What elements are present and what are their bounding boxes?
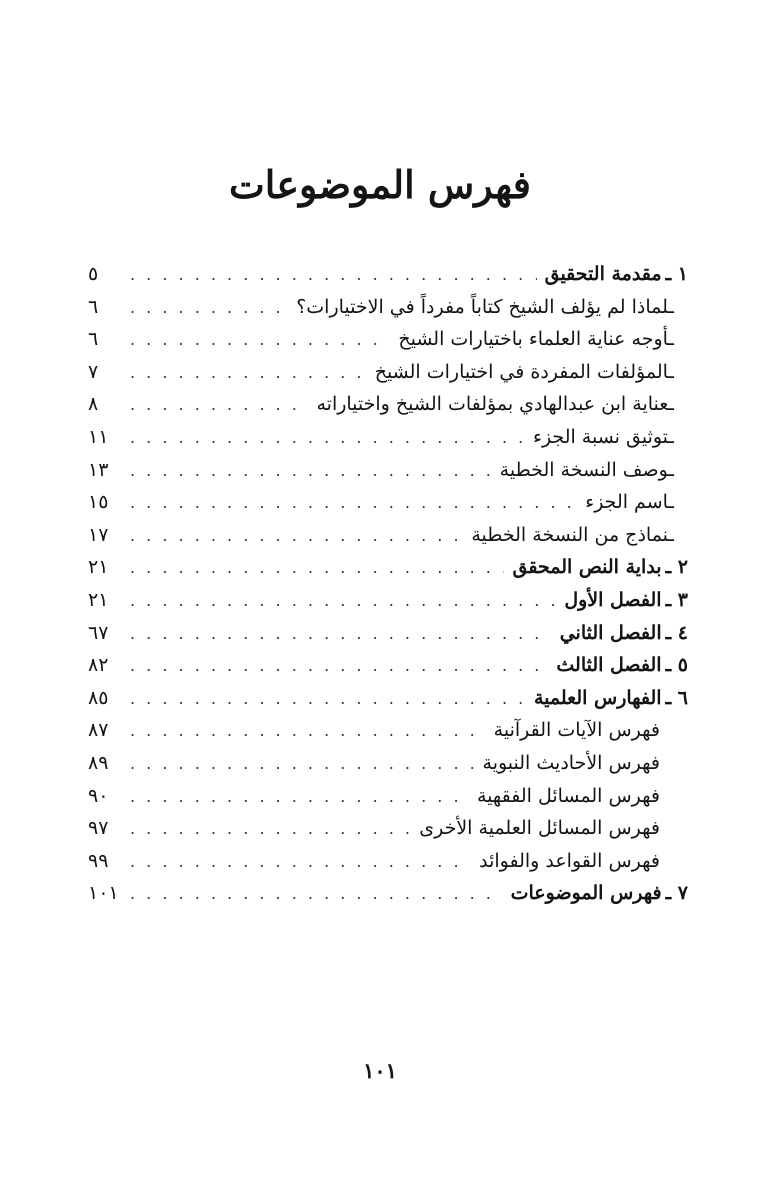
entry-title: ـاسم الجزء: [585, 491, 674, 514]
entry-title: مقدمة التحقيق: [544, 263, 662, 285]
entry-title: فهرس الأحاديث النبوية: [482, 751, 660, 774]
toc-subentry[interactable]: [88, 486, 688, 519]
entry-title: ـتوثيق نسبة الجزء: [533, 425, 674, 448]
entry-number: ٣ ـ: [665, 588, 688, 611]
table-of-contents: [88, 258, 688, 910]
entry-page-number: ٧: [88, 360, 99, 383]
entry-page-number: ٨٢: [88, 654, 109, 677]
entry-title: بداية النص المحقق: [512, 556, 662, 579]
dot-leader: [130, 781, 469, 814]
entry-number: ٦ ـ: [665, 686, 688, 709]
entry-page-number: ٢١: [88, 556, 109, 579]
dot-leader: [130, 324, 390, 357]
entry-title: ـأوجه عناية العلماء باختيارات الشيخ: [398, 328, 674, 351]
entry-page-number: ٩٩: [88, 849, 109, 872]
toc-entry[interactable]: [88, 877, 688, 910]
entry-title: الفصل الأول: [564, 588, 662, 611]
entry-page-number: ٨٩: [88, 751, 109, 774]
dot-leader: [130, 650, 548, 683]
dot-leader: [130, 813, 411, 846]
dot-leader: [130, 748, 475, 781]
toc-entry[interactable]: [88, 584, 688, 617]
entry-title: فهرس الموضوعات: [510, 882, 662, 905]
page-title: فهرس الموضوعات: [229, 162, 531, 207]
entry-title: فهرس المسائل الفقهية: [476, 784, 660, 807]
entry-title: ـلماذا لم يؤلف الشيخ كتاباً مفرداً في الاختيارات؟: [296, 295, 674, 318]
entry-number: ١ ـ: [665, 263, 688, 285]
entry-number: ٤ ـ: [665, 621, 688, 644]
dot-leader: [130, 259, 537, 292]
toc-subentry[interactable]: [88, 388, 688, 421]
dot-leader: [130, 422, 525, 455]
entry-page-number: ٩٧: [88, 817, 109, 840]
entry-title: ـوصف النسخة الخطية: [499, 458, 674, 481]
entry-page-number: ٦: [88, 295, 99, 318]
toc-subentry[interactable]: [88, 714, 688, 747]
toc-entry[interactable]: [88, 551, 688, 584]
toc-subentry[interactable]: [88, 519, 688, 552]
dot-leader: [130, 455, 492, 488]
entry-title: ـالمؤلفات المفردة في اختيارات الشيخ: [374, 360, 674, 383]
entry-title: فهرس القواعد والفوائد: [479, 849, 660, 872]
entry-page-number: ٨: [88, 393, 99, 416]
entry-page-number: ٥: [88, 263, 99, 285]
entry-page-number: ١٣: [88, 458, 109, 481]
dot-leader: [130, 552, 504, 585]
dot-leader: [130, 357, 367, 390]
dot-leader: [130, 520, 463, 553]
entry-page-number: ٦: [88, 328, 99, 351]
toc-entry[interactable]: [88, 617, 688, 650]
toc-subentry[interactable]: [88, 454, 688, 487]
entry-page-number: ٨٧: [88, 719, 109, 742]
entry-title: ـعناية ابن عبدالهادي بمؤلفات الشيخ واختياراته: [316, 393, 674, 416]
entry-number: ٢ ـ: [665, 556, 688, 579]
entry-page-number: ٦٧: [88, 621, 109, 644]
entry-number: ٧ ـ: [665, 882, 688, 905]
toc-entry[interactable]: [88, 258, 688, 291]
toc-subentry[interactable]: [88, 747, 688, 780]
entry-title: ـنماذج من النسخة الخطية: [471, 523, 674, 546]
entry-page-number: ٢١: [88, 588, 109, 611]
entry-page-number: ١٥: [88, 491, 109, 514]
entry-title: الفصل الثاني: [559, 621, 662, 644]
entry-page-number: ١٠١: [88, 882, 119, 905]
entry-page-number: ١٧: [88, 523, 109, 546]
dot-leader: [130, 292, 288, 325]
toc-subentry[interactable]: [88, 356, 688, 389]
toc-subentry[interactable]: [88, 421, 688, 454]
entry-page-number: ٨٥: [88, 686, 109, 709]
dot-leader: [130, 715, 486, 748]
page-number-footer: ١٠١: [363, 1058, 397, 1083]
dot-leader: [130, 585, 556, 618]
entry-page-number: ١١: [88, 425, 109, 448]
dot-leader: [130, 683, 526, 716]
dot-leader: [130, 487, 577, 520]
entry-title: فهرس المسائل العلمية الأخرى: [419, 817, 660, 840]
toc-subentry[interactable]: [88, 291, 688, 324]
toc-entry[interactable]: [88, 649, 688, 682]
dot-leader: [130, 878, 503, 911]
toc-subentry[interactable]: [88, 845, 688, 878]
entry-title: فهرس الآيات القرآنية: [493, 719, 660, 742]
entry-number: ٥ ـ: [665, 654, 688, 677]
toc-entry[interactable]: [88, 682, 688, 715]
toc-subentry[interactable]: [88, 780, 688, 813]
dot-leader: [130, 846, 471, 879]
entry-title: الفصل الثالث: [556, 654, 662, 677]
dot-leader: [130, 389, 308, 422]
toc-subentry[interactable]: [88, 812, 688, 845]
toc-subentry[interactable]: [88, 323, 688, 356]
entry-title: الفهارس العلمية: [533, 686, 662, 709]
dot-leader: [130, 618, 552, 651]
entry-page-number: ٩٠: [88, 784, 109, 807]
